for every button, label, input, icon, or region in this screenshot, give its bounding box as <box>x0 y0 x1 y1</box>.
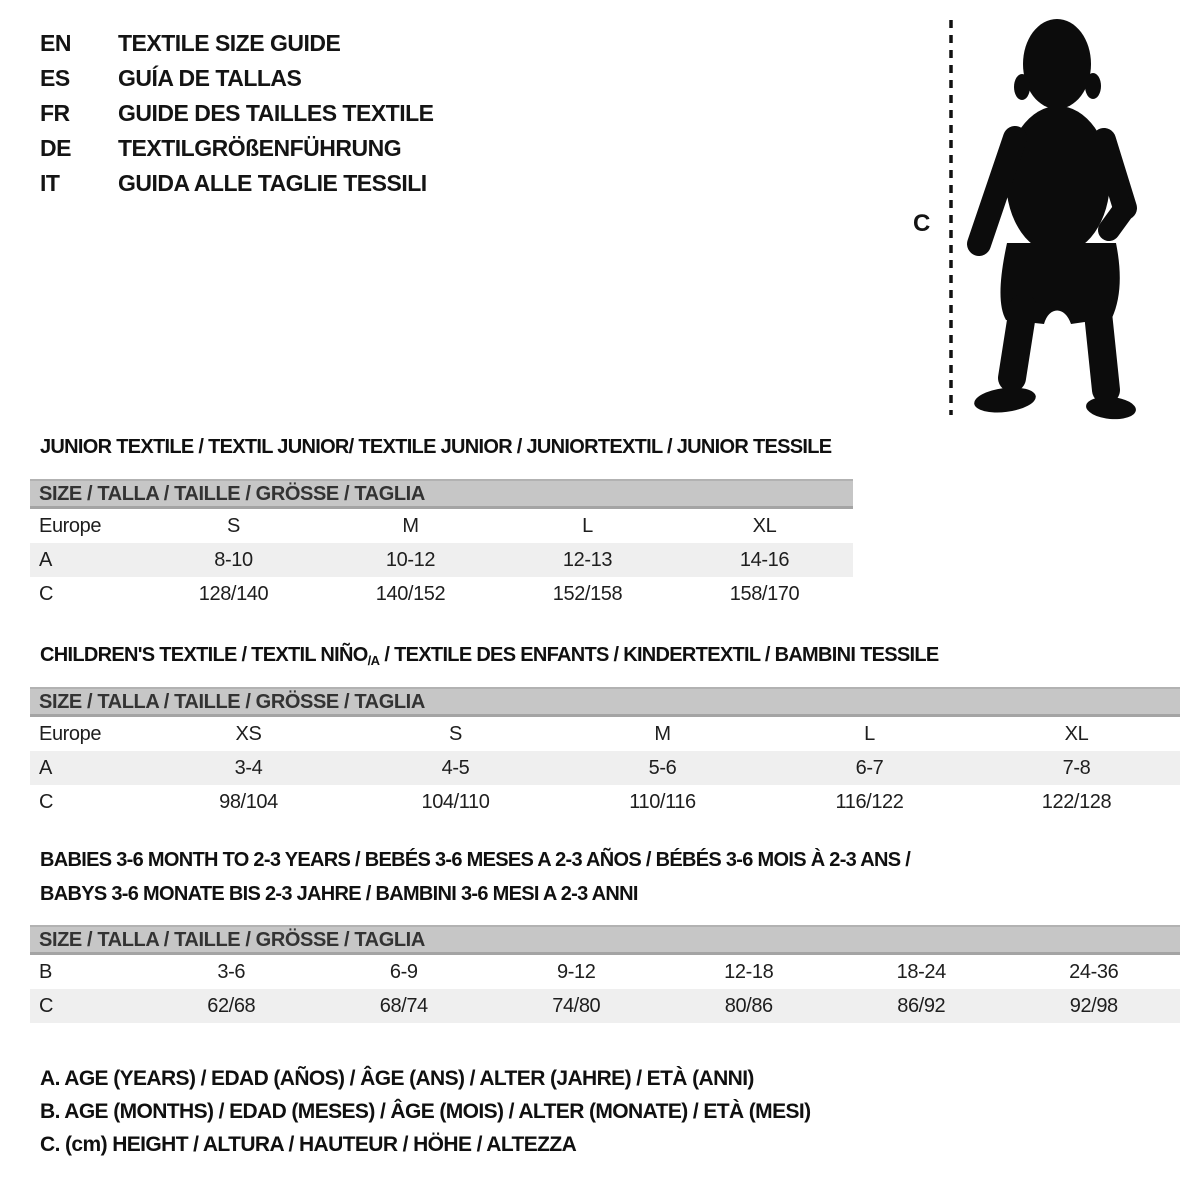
lang-code: IT <box>40 170 60 196</box>
age-cell: 4-5 <box>352 751 559 785</box>
children-section-heading <box>40 638 939 678</box>
junior-size-table <box>30 479 853 611</box>
age-cell: 12-13 <box>499 543 676 577</box>
height-cell: 98/104 <box>219 790 278 813</box>
size-cell: S <box>227 514 240 537</box>
months-cell: 12-18 <box>724 960 774 983</box>
height-cell: 140/152 <box>375 582 446 605</box>
row-label: Europe <box>39 722 102 745</box>
height-cell: 104/110 <box>421 790 490 813</box>
lang-row-fr <box>40 96 434 131</box>
height-cell: 68/74 <box>318 989 491 1023</box>
height-cell: 128/140 <box>198 582 269 605</box>
table-row-age <box>30 751 1180 785</box>
heading-text: / TEXTILE DES ENFANTS / KINDERTEXTIL / BAMBINI TESSILE <box>379 644 939 666</box>
months-cell: 6-9 <box>389 960 418 983</box>
size-cell: M <box>654 722 671 745</box>
guide-title-fr: GUIDE DES TAILLES TEXTILE <box>118 100 434 126</box>
height-cell: 74/80 <box>490 989 663 1023</box>
heading-line-2: BABYS 3-6 MONATE BIS 2-3 JAHRE / BAMBINI 3-6 MESI A 2-3 ANNI <box>40 883 638 905</box>
row-label: B <box>39 960 52 983</box>
height-cell: 158/170 <box>729 582 800 605</box>
height-cell: 122/128 <box>1041 790 1112 813</box>
lang-code: FR <box>40 100 70 126</box>
height-cell: 86/92 <box>835 989 1008 1023</box>
height-cell: 62/68 <box>145 989 318 1023</box>
size-cell: XS <box>235 722 262 745</box>
row-label: A <box>30 543 145 577</box>
lang-code: DE <box>40 135 71 161</box>
lang-row-de <box>40 131 434 166</box>
guide-title-en: TEXTILE SIZE GUIDE <box>118 30 341 56</box>
heading-line-1: BABIES 3-6 MONTH TO 2-3 YEARS / BEBÉS 3-6 MESES A 2-3 AÑOS / BÉBÉS 3-6 MOIS À 2-3 ANS / <box>40 849 911 871</box>
lang-code: ES <box>40 65 70 91</box>
legend-age-years: A. AGE (YEARS) / EDAD (AÑOS) / ÂGE (ANS) / ALTER (JAHRE) / ETÀ (ANNI) <box>40 1067 754 1090</box>
size-header-bar: SIZE / TALLA / TAILLE / GRÖSSE / TAGLIA <box>30 925 1180 955</box>
row-label: C <box>30 989 145 1023</box>
row-label: A <box>30 751 145 785</box>
lang-row-es <box>40 61 434 96</box>
age-cell: 3-4 <box>145 751 352 785</box>
row-label: C <box>39 582 54 605</box>
table-row-age <box>30 543 853 577</box>
babies-section-heading <box>40 843 910 911</box>
table-row-europe <box>30 509 853 543</box>
toddler-silhouette <box>973 19 1137 421</box>
months-cell: 9-12 <box>557 960 596 983</box>
height-cell: 80/86 <box>663 989 836 1023</box>
height-measure-label: C <box>913 210 931 237</box>
age-cell: 7-8 <box>973 751 1180 785</box>
size-cell: M <box>402 514 419 537</box>
lang-code: EN <box>40 30 71 56</box>
legend-height-cm: C. (cm) HEIGHT / ALTURA / HAUTEUR / HÖHE / ALTEZZA <box>40 1133 577 1156</box>
months-cell: 3-6 <box>217 960 246 983</box>
row-label: Europe <box>39 514 102 537</box>
measurement-figure <box>895 8 1155 428</box>
guide-title-es: GUÍA DE TALLAS <box>118 65 302 91</box>
height-cell: 152/158 <box>552 582 623 605</box>
height-cell: 116/122 <box>835 790 904 813</box>
table-row-europe <box>30 717 1180 751</box>
row-label: C <box>39 790 54 813</box>
size-cell: XL <box>1064 722 1089 745</box>
table-row-height <box>30 577 853 611</box>
measurement-legend <box>40 1062 811 1161</box>
size-cell: L <box>864 722 875 745</box>
lang-row-en <box>40 26 434 61</box>
months-cell: 18-24 <box>896 960 946 983</box>
age-cell: 5-6 <box>559 751 766 785</box>
age-cell: 8-10 <box>145 543 322 577</box>
babies-size-table <box>30 925 1180 1023</box>
table-row-months <box>30 955 1180 989</box>
language-title-block <box>40 26 434 201</box>
size-cell: L <box>582 514 593 537</box>
size-header-bar: SIZE / TALLA / TAILLE / GRÖSSE / TAGLIA <box>30 687 1180 717</box>
age-cell: 6-7 <box>766 751 973 785</box>
figure-svg <box>895 8 1155 428</box>
size-cell: S <box>449 722 462 745</box>
guide-title-de: TEXTILGRÖßENFÜHRUNG <box>118 135 402 161</box>
age-cell: 14-16 <box>676 543 853 577</box>
table-row-height <box>30 785 1180 819</box>
table-row-height <box>30 989 1180 1023</box>
lang-row-it <box>40 166 434 201</box>
heading-subscript: /A <box>367 653 380 668</box>
age-cell: 10-12 <box>322 543 499 577</box>
guide-title-it: GUIDA ALLE TAGLIE TESSILI <box>118 170 427 196</box>
junior-section-heading: JUNIOR TEXTILE / TEXTIL JUNIOR/ TEXTILE JUNIOR / JUNIORTEXTIL / JUNIOR TESSILE <box>40 436 832 458</box>
height-cell: 92/98 <box>1008 989 1181 1023</box>
height-cell: 110/116 <box>629 790 696 813</box>
size-header-bar: SIZE / TALLA / TAILLE / GRÖSSE / TAGLIA <box>30 479 853 509</box>
children-size-table <box>30 687 1180 819</box>
legend-age-months: B. AGE (MONTHS) / EDAD (MESES) / ÂGE (MOIS) / ALTER (MONATE) / ETÀ (MESI) <box>40 1100 811 1123</box>
size-cell: XL <box>752 514 777 537</box>
heading-text: CHILDREN'S TEXTILE / TEXTIL NIÑO <box>40 644 368 666</box>
months-cell: 24-36 <box>1069 960 1119 983</box>
